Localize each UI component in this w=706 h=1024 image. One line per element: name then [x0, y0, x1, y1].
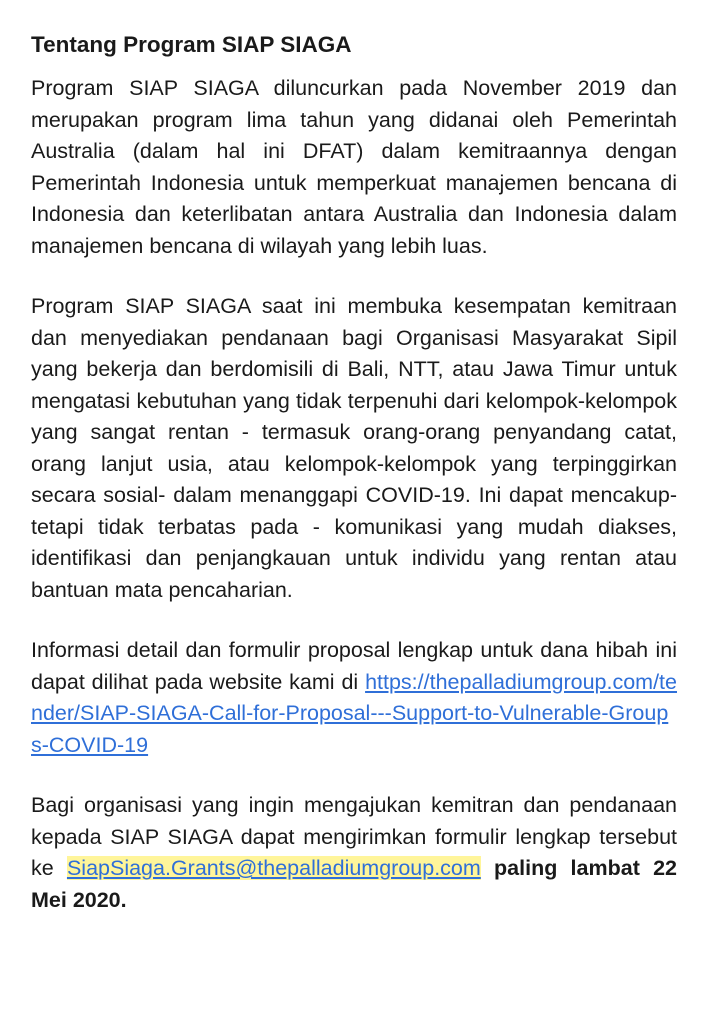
deadline-text: paling lambat 22 Mei 2020. — [31, 856, 677, 912]
submission-text: Bagi organisasi yang ingin mengajukan kemitran dan pendanaan kepada SIAP SIAGA dapat mengirimkan formulir lengkap tersebut ke — [31, 793, 677, 880]
grants-email-link[interactable]: SiapSiaga.Grants@thepalladiumgroup.com — [66, 856, 481, 880]
paragraph-submission — [31, 790, 677, 916]
paragraph-info — [31, 635, 677, 761]
page-title: Tentang Program SIAP SIAGA — [31, 32, 352, 57]
article — [31, 30, 677, 945]
info-text: Informasi detail dan formulir proposal lengkap untuk dana hibah ini dapat dilihat pada website kami di — [31, 638, 677, 694]
paragraph-program-opportunity: Program SIAP SIAGA saat ini membuka kesempatan kemitraan dan menyediakan pendanaan bagi Organisasi Masyarakat Sipil yang bekerja dan berdomisili di Bali, NTT, atau Jawa Timur untuk mengatasi kebutuhan yang tidak terpenuhi dari kelompok-kelompok yang sangat rentan - termasuk orang-orang penyandang catat, orang lanjut usia, atau kelompok-kelompok yang terpinggirkan secara sosial- dalam menanggapi COVID-19. Ini dapat mencakup- tetapi tidak terbatas pada - komunikasi yang mudah diakses, identifikasi dan penjangkauan untuk individu yang rentan atau bantuan mata pencaharian. — [31, 294, 677, 602]
paragraph-program-intro: Program SIAP SIAGA diluncurkan pada November 2019 dan merupakan program lima tahun yang didanai oleh Pemerintah Australia (dalam hal ini DFAT) dalam kemitraannya dengan Pemerintah Indonesia untuk memperkuat manajemen bencana di Indonesia dan keterlibatan antara Australia dan Indonesia dalam manajemen bencana di wilayah yang lebih luas. — [31, 76, 677, 258]
tender-link[interactable]: https://thepalladiumgroup.com/tender/SIAP-SIAGA-Call-for-Proposal---Support-to-Vulnerable-Groups-COVID-19 — [31, 669, 677, 757]
